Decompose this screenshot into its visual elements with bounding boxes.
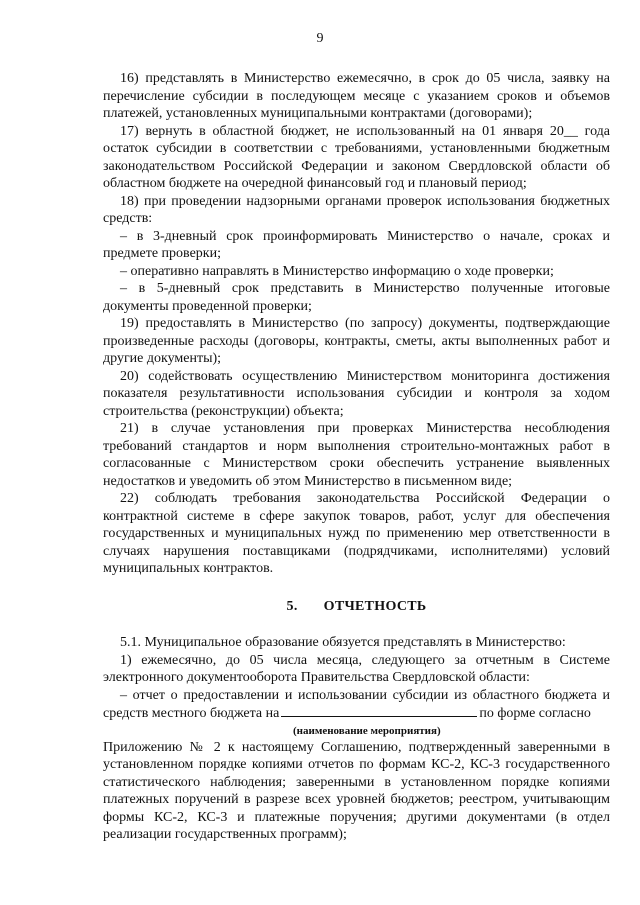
event-name-blank [281, 704, 477, 717]
item-22: 22) соблюдать требования законодательства Российской Федерации о контрактной системе в сфере закупок товаров, работ, услуг для обеспечения государственных и муниципальных нужд по применению мер ответственности в случаях нарушения поставщиками (подрядчиками, исполнителями) условий муниципальных контрактов. [103, 491, 610, 576]
item-16: 16) представлять в Министерство ежемесячно, в срок до 05 числа, заявку на перечисление субсидии в последующем месяце с указанием сроков и объемов платежей, установленных муниципальными контрактами (договорами); [103, 71, 610, 121]
item-18: 18) при проведении надзорными органами проверок использования бюджетных средств: [103, 193, 610, 226]
item-18-sub-2: – оперативно направлять в Министерство информацию о ходе проверки; [120, 263, 554, 279]
page-number: 9 [316, 31, 324, 46]
document-body [103, 70, 610, 844]
section-heading [103, 598, 610, 616]
item-18-sub-1: – в 3-дневный срок проинформировать Министерство о начале, сроках и предмете проверки; [103, 228, 610, 261]
item-17: 17) вернуть в областной бюджет, не использованный на 01 января 20__ года остаток субсидии в соответствии с требованиями, установленными бюджетным законодательством Российской Федерации и законом Свердловской области об областном бюджете на очередной финансовый год и плановый период; [103, 123, 610, 191]
event-name-caption: (наименование мероприятия) [293, 724, 441, 737]
item-20: 20) содействовать осуществлению Министерством мониторинга достижения показателя результативности использования субсидии и контроля за ходом строительства (реконструкции) объекта; [103, 368, 610, 419]
reporting-item-1: 1) ежемесячно, до 05 числа месяца, следующего за отчетным в Системе электронного документооборота Правительства Свердловской области: [103, 652, 610, 685]
report-line-before: – отчет о предоставлении и использовании субсидии из областного бюджета и средств местного бюджета на [103, 687, 610, 721]
section-number: 5. [286, 598, 298, 614]
reporting-report-line [103, 687, 610, 723]
report-line-after: по форме согласно [479, 706, 591, 721]
item-18-sub-3: – в 5-дневный срок представить в Министерство полученные итоговые документы проведенной проверки; [103, 281, 610, 314]
item-19: 19) предоставлять в Министерство (по запросу) документы, подтверждающие произведенные расходы (договоры, контракты, сметы, акты выполненных работ и другие документы); [103, 316, 610, 366]
reporting-attachments: Приложению № 2 к настоящему Соглашению, подтвержденный заверенными в установленном порядке копиями отчетов по формам КС-2, КС-3 государственного статистического наблюдения; заверенными в установленном порядке копиями платежных поручений в разрезе всех уровней бюджетов; реестром, учитывающим формы КС-2, КС-3 и платежные поручения; другими документами (в отдел реализации государственных программ); [103, 739, 610, 842]
item-21: 21) в случае установления при проверках Министерства несоблюдения требований стандартов и норм выполнения строительно-монтажных работ в согласованные с Министерством сроки обеспечить устранение выявленных недостатков и уведомить об этом Министерство в письменном виде; [103, 421, 610, 489]
section-title: ОТЧЕТНОСТЬ [323, 598, 427, 614]
reporting-intro: 5.1. Муниципальное образование обязуется представлять в Министерство: [120, 635, 566, 650]
